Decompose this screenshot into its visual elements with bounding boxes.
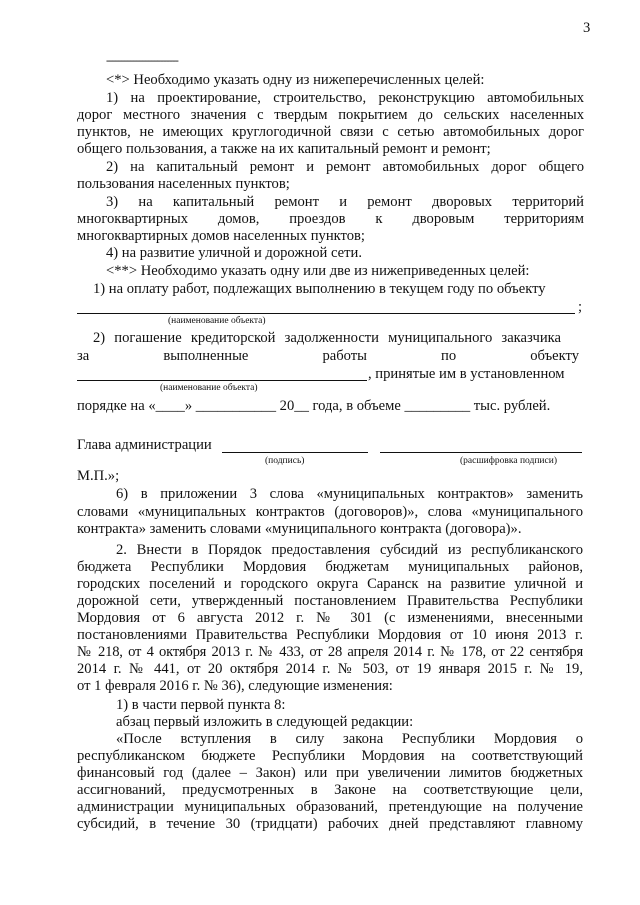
goal-3-line: 3) на капитальный ремонт и ремонт дворовых территорий: [106, 194, 584, 210]
decoding-caption: (расшифровка подписи): [460, 456, 557, 466]
body-line: финансовый год (далее – Закон) или при увеличении лимитов бюджетных: [77, 765, 583, 781]
body-line: республиканском бюджете Республики Мордовия на соответствующий: [77, 748, 583, 764]
body-line: «После вступления в силу закона Республики Мордовия о: [116, 731, 583, 747]
goal-1-line: 1) на проектирование, строительство, реконструкцию автомобильных: [106, 90, 584, 106]
body-line: 6) в приложении 3 слова «муниципальных контрактов» заменить: [116, 486, 583, 502]
body-line: администрации муниципальных образований, претендующие на получение: [77, 799, 583, 815]
body-line: субсидий, в течение 30 (тридцати) рабочих дней представляют главному: [77, 816, 583, 832]
head-of-admin-label: Глава администрации: [77, 437, 212, 453]
object-name-blank: [77, 380, 367, 381]
body-line: городских поселений и городского округа Саранск на развитие уличной и: [77, 576, 583, 592]
body-line: постановлениями Правительства Республики Мордовия от 10 июня 2013 г.: [77, 627, 583, 643]
body-line: ассигнований, предусмотренных в Законе на соответствующие цели,: [77, 782, 583, 798]
object-name-caption: (наименование объекта): [168, 316, 266, 326]
goal-3-line: многоквартирных домов, проездов к дворовым территориям: [77, 211, 584, 227]
footnote-goals-heading: <*> Необходимо указать одну из нижеперечисленных целей:: [106, 72, 485, 88]
signature-blank: [222, 452, 368, 453]
goal-4-line: 4) на развитие уличной и дорожной сети.: [106, 245, 362, 261]
seal-label: М.П.»;: [77, 468, 120, 484]
goal-1-line: общего пользования, а также на их капитальный ремонт и ремонт;: [77, 141, 491, 157]
signature-caption: (подпись): [265, 456, 305, 466]
body-line: словами «муниципальных контрактов (договоров)», слова «муниципального: [77, 504, 583, 520]
decoding-blank: [380, 452, 582, 453]
debt-line: за выполненные работы по объекту: [77, 348, 579, 364]
footnote-separator: ------------------------: [106, 53, 178, 67]
body-line: от 1 февраля 2016 г. № 36), следующие изменения:: [77, 678, 393, 694]
debt-line: порядке на «____» ___________ 20__ года, в объеме _________ тыс. рублей.: [77, 398, 551, 414]
body-line: абзац первый изложить в следующей редакции:: [116, 714, 414, 730]
goal-1-line: пунктов, не имеющих круглогодичной связи с сетью автомобильных дорог: [77, 124, 584, 140]
debt-line: 2) погашение кредиторской задолженности муниципального заказчика: [93, 330, 561, 346]
body-line: 2014 г. № 441, от 20 октября 2014 г. № 503, от 19 января 2015 г. № 19,: [77, 661, 583, 677]
body-line: Мордовия от 6 августа 2012 г. № 301 (с изменениями, внесенными: [77, 610, 583, 626]
goal-2-line: 2) на капитальный ремонт и ремонт автомобильных дорог общего: [106, 159, 584, 175]
goal-2-line: пользования населенных пунктов;: [77, 176, 290, 192]
body-line: бюджета Республики Мордовия бюджетам муниципальных районов,: [77, 559, 583, 575]
debt-line: , принятые им в установленном: [368, 366, 565, 382]
goal-1-line: дорог местного значения с твердым покрытием до сельских населенных: [77, 107, 584, 123]
page-number: 3: [583, 20, 591, 36]
object-name-blank: [77, 313, 575, 314]
goal-3-line: многоквартирных домов населенных пунктов;: [77, 228, 365, 244]
body-line: 1) в части первой пункта 8:: [116, 697, 286, 713]
goal-payment-line: 1) на оплату работ, подлежащих выполнению в текущем году по объекту: [93, 281, 546, 297]
footnote-goals-2-heading: <**> Необходимо указать одну или две из нижеприведенных целей:: [106, 263, 530, 279]
object-name-caption: (наименование объекта): [160, 383, 258, 393]
semicolon: ;: [578, 299, 583, 315]
body-line: контракта» заменить словами «муниципального контракта (договора)».: [77, 521, 522, 537]
body-line: дорожной сети, утвержденный постановлением Правительства Республики: [77, 593, 583, 609]
body-line: 2. Внести в Порядок предоставления субсидий из республиканского: [116, 542, 583, 558]
body-line: № 218, от 4 октября 2013 г. № 433, от 28 апреля 2014 г. № 178, от 22 сентября: [77, 644, 583, 660]
